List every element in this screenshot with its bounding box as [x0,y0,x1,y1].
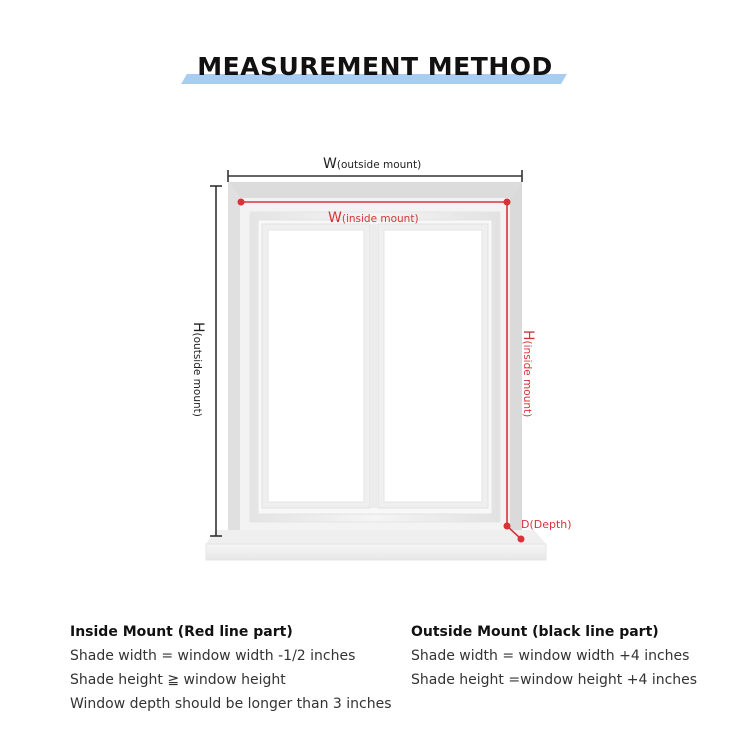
window-mullion [370,224,378,508]
outside-mount-notes [411,620,697,692]
label-w-outside: W(outside mount) [323,156,422,172]
outside-mount-line: Shade height =window height +4 inches [411,672,698,688]
inside-point-top-left [238,199,245,206]
inside-point-bottom [504,523,511,530]
outside-mount-heading: Outside Mount (black line part) [411,624,659,640]
outside-height-line [210,186,222,536]
depth-point [518,536,525,543]
inside-mount-heading: Inside Mount (Red line part) [70,624,293,640]
inside-point-top-right [504,199,511,206]
inside-mount-line: Window depth should be longer than 3 inches [70,696,392,712]
inside-mount-notes [70,620,392,716]
label-w-inside: W(inside mount) [328,210,419,226]
inside-mount-line: Shade height ≧ window height [70,672,286,688]
label-h-outside: H(outside mount) [190,322,206,417]
window-pane-left [262,224,370,508]
page-title: MEASUREMENT METHOD [197,52,553,81]
label-depth: D(Depth) [521,518,572,531]
label-h-inside: H(inside mount) [520,330,536,418]
window-pane-right [378,224,488,508]
inside-mount-line: Shade width = window width -1/2 inches [70,648,356,664]
window-sill [206,530,546,560]
outside-mount-line: Shade width = window width +4 inches [411,648,690,664]
